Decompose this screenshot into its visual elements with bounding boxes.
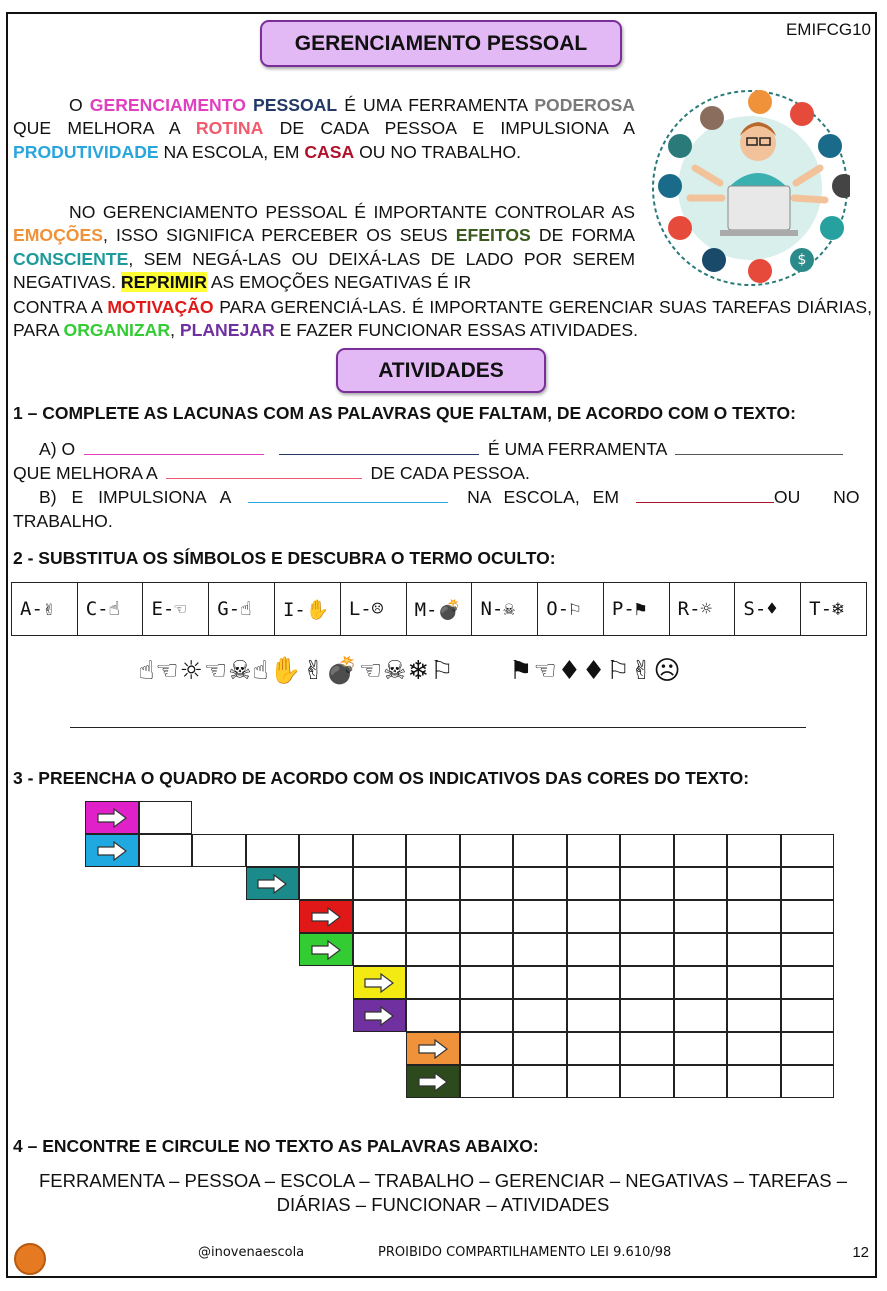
footer-handle: @inovenaescola [198, 1245, 305, 1260]
grid-answer-cell[interactable] [727, 834, 781, 867]
symbol-key: S-♦ [735, 583, 801, 636]
grid-answer-cell[interactable] [727, 933, 781, 966]
arrow-right-icon [310, 907, 342, 927]
paragraph-segment: EFEITOS [455, 225, 531, 246]
grid-answer-cell[interactable] [460, 1032, 514, 1065]
paragraph-segment: DE CADA PESSOA E IMPULSIONA A [263, 118, 635, 139]
paragraph-segment: DE FORMA [530, 225, 635, 246]
blank-field[interactable] [166, 463, 362, 479]
grid-answer-cell[interactable] [246, 834, 300, 867]
grid-answer-cell[interactable] [674, 1032, 728, 1065]
paragraph-segment: PLANEJAR [179, 320, 275, 341]
symbol-key: M-💣 [406, 583, 472, 636]
question-1a-line2-prefix: QUE MELHORA A [13, 463, 157, 483]
paragraph-segment: QUE MELHORA A [13, 118, 196, 139]
color-cue-cell [406, 1065, 460, 1098]
grid-answer-cell[interactable] [406, 900, 460, 933]
symbol-key: T-❄ [801, 583, 867, 636]
paragraph-segment: , ISSO SIGNIFICA PERCEBER OS SEUS [102, 225, 456, 246]
grid-answer-cell[interactable] [567, 867, 621, 900]
paragraph-segment [246, 95, 253, 115]
paragraph-segment: PRODUTIVIDADE [13, 141, 159, 162]
paragraph-segment: CONTRA A [13, 297, 108, 317]
grid-answer-cell[interactable] [781, 1032, 835, 1065]
grid-answer-cell[interactable] [620, 1032, 674, 1065]
color-cue-cell [353, 966, 407, 999]
tasks-paragraph [13, 296, 872, 343]
word-list-line-1: FERRAMENTA – PESSOA – ESCOLA – TRABALHO – GERENCIAR – NEGATIVAS – TAREFAS – [38, 1170, 848, 1191]
grid-answer-cell[interactable] [781, 867, 835, 900]
brand-logo [14, 1243, 46, 1275]
grid-answer-cell[interactable] [674, 966, 728, 999]
emotions-paragraph-text [13, 202, 635, 292]
footer-notice: PROIBIDO COMPARTILHAMENTO LEI 9.610/98 [378, 1245, 672, 1260]
symbol-key: O-⚐ [538, 583, 604, 636]
svg-text:$: $ [797, 252, 807, 268]
question-1a-prefix: A) O [39, 439, 76, 459]
grid-answer-cell[interactable] [460, 999, 514, 1032]
question-1b-line1 [13, 485, 873, 509]
word-list [14, 1169, 872, 1217]
grid-answer-cell[interactable] [567, 834, 621, 867]
color-cue-cell [299, 900, 353, 933]
grid-answer-cell[interactable] [513, 1065, 567, 1098]
intro-paragraph [13, 94, 635, 164]
grid-answer-cell[interactable] [192, 834, 246, 867]
grid-answer-cell[interactable] [406, 867, 460, 900]
grid-answer-cell[interactable] [674, 834, 728, 867]
grid-answer-cell[interactable] [781, 966, 835, 999]
grid-answer-cell[interactable] [460, 966, 514, 999]
blank-field[interactable] [636, 487, 774, 503]
grid-answer-cell[interactable] [460, 867, 514, 900]
paragraph-segment: É UMA FERRAMENTA [337, 95, 535, 115]
grid-answer-cell[interactable] [781, 834, 835, 867]
paragraph-segment: PARA GERENCIÁ-LAS. É IMPORTANTE GERENCIAR SUAS TAREFAS DIÁRIAS, PARA [13, 297, 873, 341]
grid-answer-cell[interactable] [620, 933, 674, 966]
paragraph-segment: E FAZER FUNCIONAR ESSAS ATIVIDADES. [274, 320, 639, 341]
question-4-title: 4 – ENCONTRE E CIRCULE NO TEXTO AS PALAVRAS ABAIXO: [13, 1136, 539, 1156]
paragraph-segment: , SEM NEGÁ-LAS OU DEIXÁ-LAS DE LADO POR SEREM NEGATIVAS. [13, 248, 635, 292]
color-cue-cell [299, 933, 353, 966]
color-cue-cell [406, 1032, 460, 1065]
blank-field[interactable] [84, 439, 264, 455]
grid-answer-cell[interactable] [781, 1065, 835, 1098]
symbol-key: N-☠ [472, 583, 538, 636]
grid-answer-cell[interactable] [567, 933, 621, 966]
paragraph-segment: ROTINA [195, 118, 264, 139]
grid-answer-cell[interactable] [674, 900, 728, 933]
blank-field[interactable] [675, 439, 843, 455]
grid-answer-cell[interactable] [406, 933, 460, 966]
grid-answer-cell[interactable] [353, 900, 407, 933]
grid-answer-cell[interactable] [513, 966, 567, 999]
paragraph-segment: PESSOAL [253, 95, 338, 115]
symbol-key: C-☝ [77, 583, 143, 636]
hidden-word-2: ⚑☜♦♦⚐✌☹ [509, 656, 682, 686]
grid-answer-cell[interactable] [567, 999, 621, 1032]
paragraph-segment: NO GERENCIAMENTO PESSOAL É IMPORTANTE CONTROLAR AS [69, 202, 635, 222]
color-cue-cell [246, 867, 300, 900]
grid-answer-cell[interactable] [460, 1065, 514, 1098]
grid-answer-cell[interactable] [299, 834, 353, 867]
question-1-title: 1 – COMPLETE AS LACUNAS COM AS PALAVRAS QUE FALTAM, DE ACORDO COM O TEXTO: [13, 403, 796, 423]
blank-field[interactable] [248, 487, 448, 503]
symbol-key: G-☝ [209, 583, 275, 636]
symbol-key: I-✋ [274, 583, 340, 636]
grid-answer-cell[interactable] [567, 1065, 621, 1098]
arrow-right-icon [363, 973, 395, 993]
arrow-right-icon [417, 1039, 449, 1059]
grid-answer-cell[interactable] [406, 834, 460, 867]
grid-answer-cell[interactable] [406, 966, 460, 999]
grid-answer-cell[interactable] [620, 834, 674, 867]
question-1a-line1 [13, 437, 873, 461]
grid-answer-cell[interactable] [620, 900, 674, 933]
question-1a-mid: É UMA FERRAMENTA [487, 439, 667, 459]
color-cue-cell [353, 999, 407, 1032]
question-1b-suffix: OU NO [773, 487, 860, 507]
grid-answer-cell[interactable] [620, 999, 674, 1032]
arrow-right-icon [96, 841, 128, 861]
grid-answer-cell[interactable] [727, 900, 781, 933]
paragraph-segment: CONSCIENTE [13, 248, 129, 269]
symbol-key: R-☼ [669, 583, 735, 636]
grid-answer-cell[interactable] [513, 999, 567, 1032]
blank-field[interactable] [279, 439, 479, 455]
question-1a-line2-suffix: DE CADA PESSOA. [370, 463, 530, 483]
color-cue-cell [85, 801, 139, 834]
grid-answer-cell[interactable] [620, 966, 674, 999]
grid-answer-cell[interactable] [513, 900, 567, 933]
activities-title: ATIVIDADES [336, 348, 546, 393]
paragraph-segment: REPRIMIR [120, 271, 207, 292]
grid-answer-cell[interactable] [513, 867, 567, 900]
page-number: 12 [852, 1244, 869, 1261]
grid-answer-cell[interactable] [139, 801, 193, 834]
question-1b-line2: TRABALHO. [13, 511, 113, 531]
grid-answer-cell[interactable] [727, 999, 781, 1032]
symbol-key: E-☜ [143, 583, 209, 636]
symbol-key-table [11, 582, 867, 636]
paragraph-segment: GERENCIAMENTO [89, 95, 246, 115]
paragraph-segment: AS EMOÇÕES NEGATIVAS É IR [206, 271, 472, 292]
paragraph-segment: PODEROSA [534, 95, 636, 115]
paragraph-segment: EMOÇÕES [13, 225, 103, 246]
grid-answer-cell[interactable] [674, 867, 728, 900]
paragraph-segment: OU NO TRABALHO. [354, 141, 522, 162]
grid-answer-cell[interactable] [620, 867, 674, 900]
question-3-title: 3 - PREENCHA O QUADRO DE ACORDO COM OS INDICATIVOS DAS CORES DO TEXTO: [13, 768, 750, 788]
grid-answer-cell[interactable] [139, 834, 193, 867]
grid-answer-cell[interactable] [460, 834, 514, 867]
document-code: EMIFCG10 [785, 20, 871, 39]
grid-answer-cell[interactable] [727, 867, 781, 900]
symbol-key: A-✌ [12, 583, 78, 636]
grid-answer-cell[interactable] [674, 999, 728, 1032]
hidden-term-symbols [60, 656, 760, 686]
grid-answer-cell[interactable] [567, 900, 621, 933]
arrow-right-icon [96, 808, 128, 828]
answer-line[interactable] [70, 727, 806, 728]
grid-answer-cell[interactable] [727, 1065, 781, 1098]
grid-answer-cell[interactable] [513, 933, 567, 966]
grid-answer-cell[interactable] [674, 1065, 728, 1098]
question-2-title: 2 - SUBSTITUA OS SÍMBOLOS E DESCUBRA O TERMO OCULTO: [13, 548, 556, 568]
grid-answer-cell[interactable] [781, 933, 835, 966]
grid-answer-cell[interactable] [513, 1032, 567, 1065]
grid-answer-cell[interactable] [567, 1032, 621, 1065]
intro-paragraph-text [13, 95, 635, 162]
symbol-key: L-☹ [340, 583, 406, 636]
multitasking-illustration [650, 88, 850, 288]
grid-answer-cell[interactable] [781, 900, 835, 933]
paragraph-segment: NA ESCOLA, EM [158, 141, 305, 162]
word-list-line-2: DIÁRIAS – FUNCIONAR – ATIVIDADES [276, 1194, 610, 1215]
arrow-right-icon [256, 874, 288, 894]
grid-answer-cell[interactable] [674, 933, 728, 966]
page-title: GERENCIAMENTO PESSOAL [260, 20, 622, 67]
symbol-key: P-⚑ [603, 583, 669, 636]
tasks-paragraph-text [13, 297, 872, 340]
paragraph-segment: ORGANIZAR [63, 320, 171, 341]
question-1a-line2 [13, 461, 530, 485]
arrow-right-icon [310, 940, 342, 960]
grid-answer-cell[interactable] [727, 1032, 781, 1065]
color-cue-cell [85, 834, 139, 867]
grid-answer-cell[interactable] [567, 966, 621, 999]
hidden-word-1: ☝☜☼☜☠☝✋✌💣☜☠❄⚐ [138, 656, 455, 686]
grid-answer-cell[interactable] [513, 834, 567, 867]
grid-answer-cell[interactable] [353, 834, 407, 867]
arrow-right-icon [417, 1072, 449, 1092]
emotions-paragraph [13, 201, 635, 294]
paragraph-segment: O [69, 95, 90, 115]
grid-answer-cell[interactable] [727, 966, 781, 999]
grid-answer-cell[interactable] [353, 933, 407, 966]
question-1b-mid: NA ESCOLA, EM [467, 487, 619, 507]
arrow-right-icon [363, 1006, 395, 1026]
grid-answer-cell[interactable] [353, 867, 407, 900]
paragraph-segment: CASA [304, 141, 355, 162]
paragraph-segment: MOTIVAÇÃO [107, 297, 214, 317]
grid-answer-cell[interactable] [460, 933, 514, 966]
grid-answer-cell[interactable] [299, 867, 353, 900]
grid-answer-cell[interactable] [781, 999, 835, 1032]
paragraph-segment: , [170, 320, 180, 341]
question-1b-prefix: B) E IMPULSIONA A [39, 487, 232, 507]
grid-answer-cell[interactable] [620, 1065, 674, 1098]
grid-answer-cell[interactable] [406, 999, 460, 1032]
grid-answer-cell[interactable] [460, 900, 514, 933]
